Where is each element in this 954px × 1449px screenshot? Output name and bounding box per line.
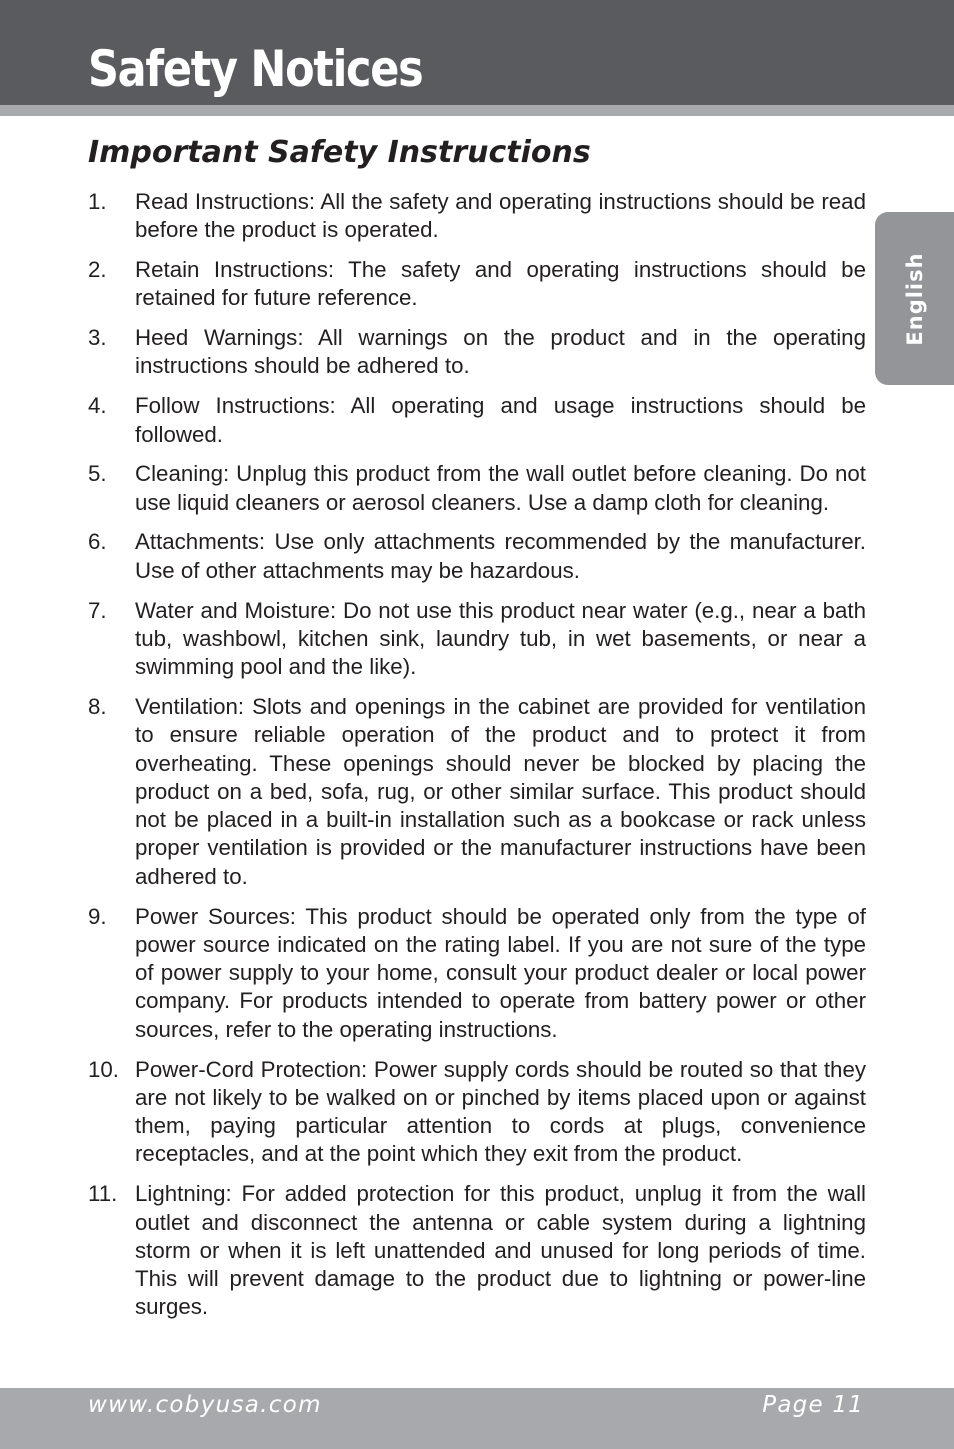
item-text: Water and Moisture: Do not use this product near water (e.g., near a bath tub, washbowl, kitchen sink, laundry tub, in wet basements, or near a swimming pool and the like). [135, 597, 866, 680]
instruction-item [88, 392, 866, 449]
language-tab[interactable] [875, 212, 954, 385]
language-tab-label: English [902, 251, 927, 346]
instruction-item [88, 324, 866, 381]
instruction-list [88, 188, 866, 1333]
item-text: Heed Warnings: All warnings on the product and in the operating instructions should be adhered to. [135, 325, 866, 379]
item-number: 2. [88, 257, 107, 283]
instruction-item [88, 1180, 866, 1321]
section-heading: Important Safety Instructions [88, 135, 591, 170]
item-number: 11. [88, 1181, 118, 1207]
item-number: 8. [88, 693, 107, 719]
instruction-item [88, 460, 866, 517]
instruction-item [88, 1056, 866, 1169]
instruction-item [88, 528, 866, 585]
item-number: 1. [88, 189, 107, 214]
instruction-item [88, 188, 866, 245]
page-number: Page 11 [762, 1392, 864, 1418]
item-number: 3. [88, 325, 107, 351]
instruction-item [88, 903, 866, 1044]
item-number: 6. [88, 529, 107, 555]
item-text: Power-Cord Protection: Power supply cords should be routed so that they are not likely to be walked on or pinched by items placed upon or against them, paying particular attention to cords at plugs, convenience receptacles, and at the point which they exit from the product. [135, 1056, 866, 1167]
item-text: Attachments: Use only attachments recommended by the manufacturer. Use of other attachments may be hazardous. [135, 529, 866, 583]
item-number: 5. [88, 461, 107, 487]
item-number: 9. [88, 903, 107, 929]
item-text: Read Instructions: All the safety and operating instructions should be read before the product is operated. [135, 189, 866, 243]
header-rule [0, 105, 954, 116]
item-text: Lightning: For added protection for this product, unplug it from the wall outlet and disconnect the antenna or cable system during a lightning storm or when it is left unattended and unused for long periods of time. This will prevent damage to the product due to lightning or power-line surges. [135, 1181, 866, 1320]
instruction-item [88, 693, 866, 891]
item-number: 4. [88, 393, 107, 419]
instruction-item [88, 256, 866, 313]
item-text: Cleaning: Unplug this product from the wall outlet before cleaning. Do not use liquid cleaners or aerosol cleaners. Use a damp cloth for cleaning. [135, 461, 866, 515]
instruction-item [88, 597, 866, 682]
page-title: Safety Notices [88, 40, 423, 98]
item-text: Ventilation: Slots and openings in the cabinet are provided for ventilation to ensure reliable operation of the product and to protect it from overheating. These openings should never be blocked by placing the product on a bed, sofa, rug, or other similar surface. This product should not be placed in a built-in installation such as a bookcase or rack unless proper ventilation is provided or the manufacturer instructions have been adhered to. [135, 693, 866, 889]
footer-url[interactable]: www.cobyusa.com [88, 1392, 322, 1418]
item-text: Power Sources: This product should be operated only from the type of power source indicated on the rating label. If you are not sure of the type of power supply to your home, consult your product dealer or local power company. For products intended to operate from battery power or other sources, refer to the operating instructions. [135, 903, 866, 1042]
item-number: 7. [88, 597, 107, 623]
item-number: 10. [88, 1056, 119, 1082]
item-text: Follow Instructions: All operating and usage instructions should be followed. [135, 393, 866, 447]
item-text: Retain Instructions: The safety and operating instructions should be retained for future reference. [135, 257, 866, 311]
